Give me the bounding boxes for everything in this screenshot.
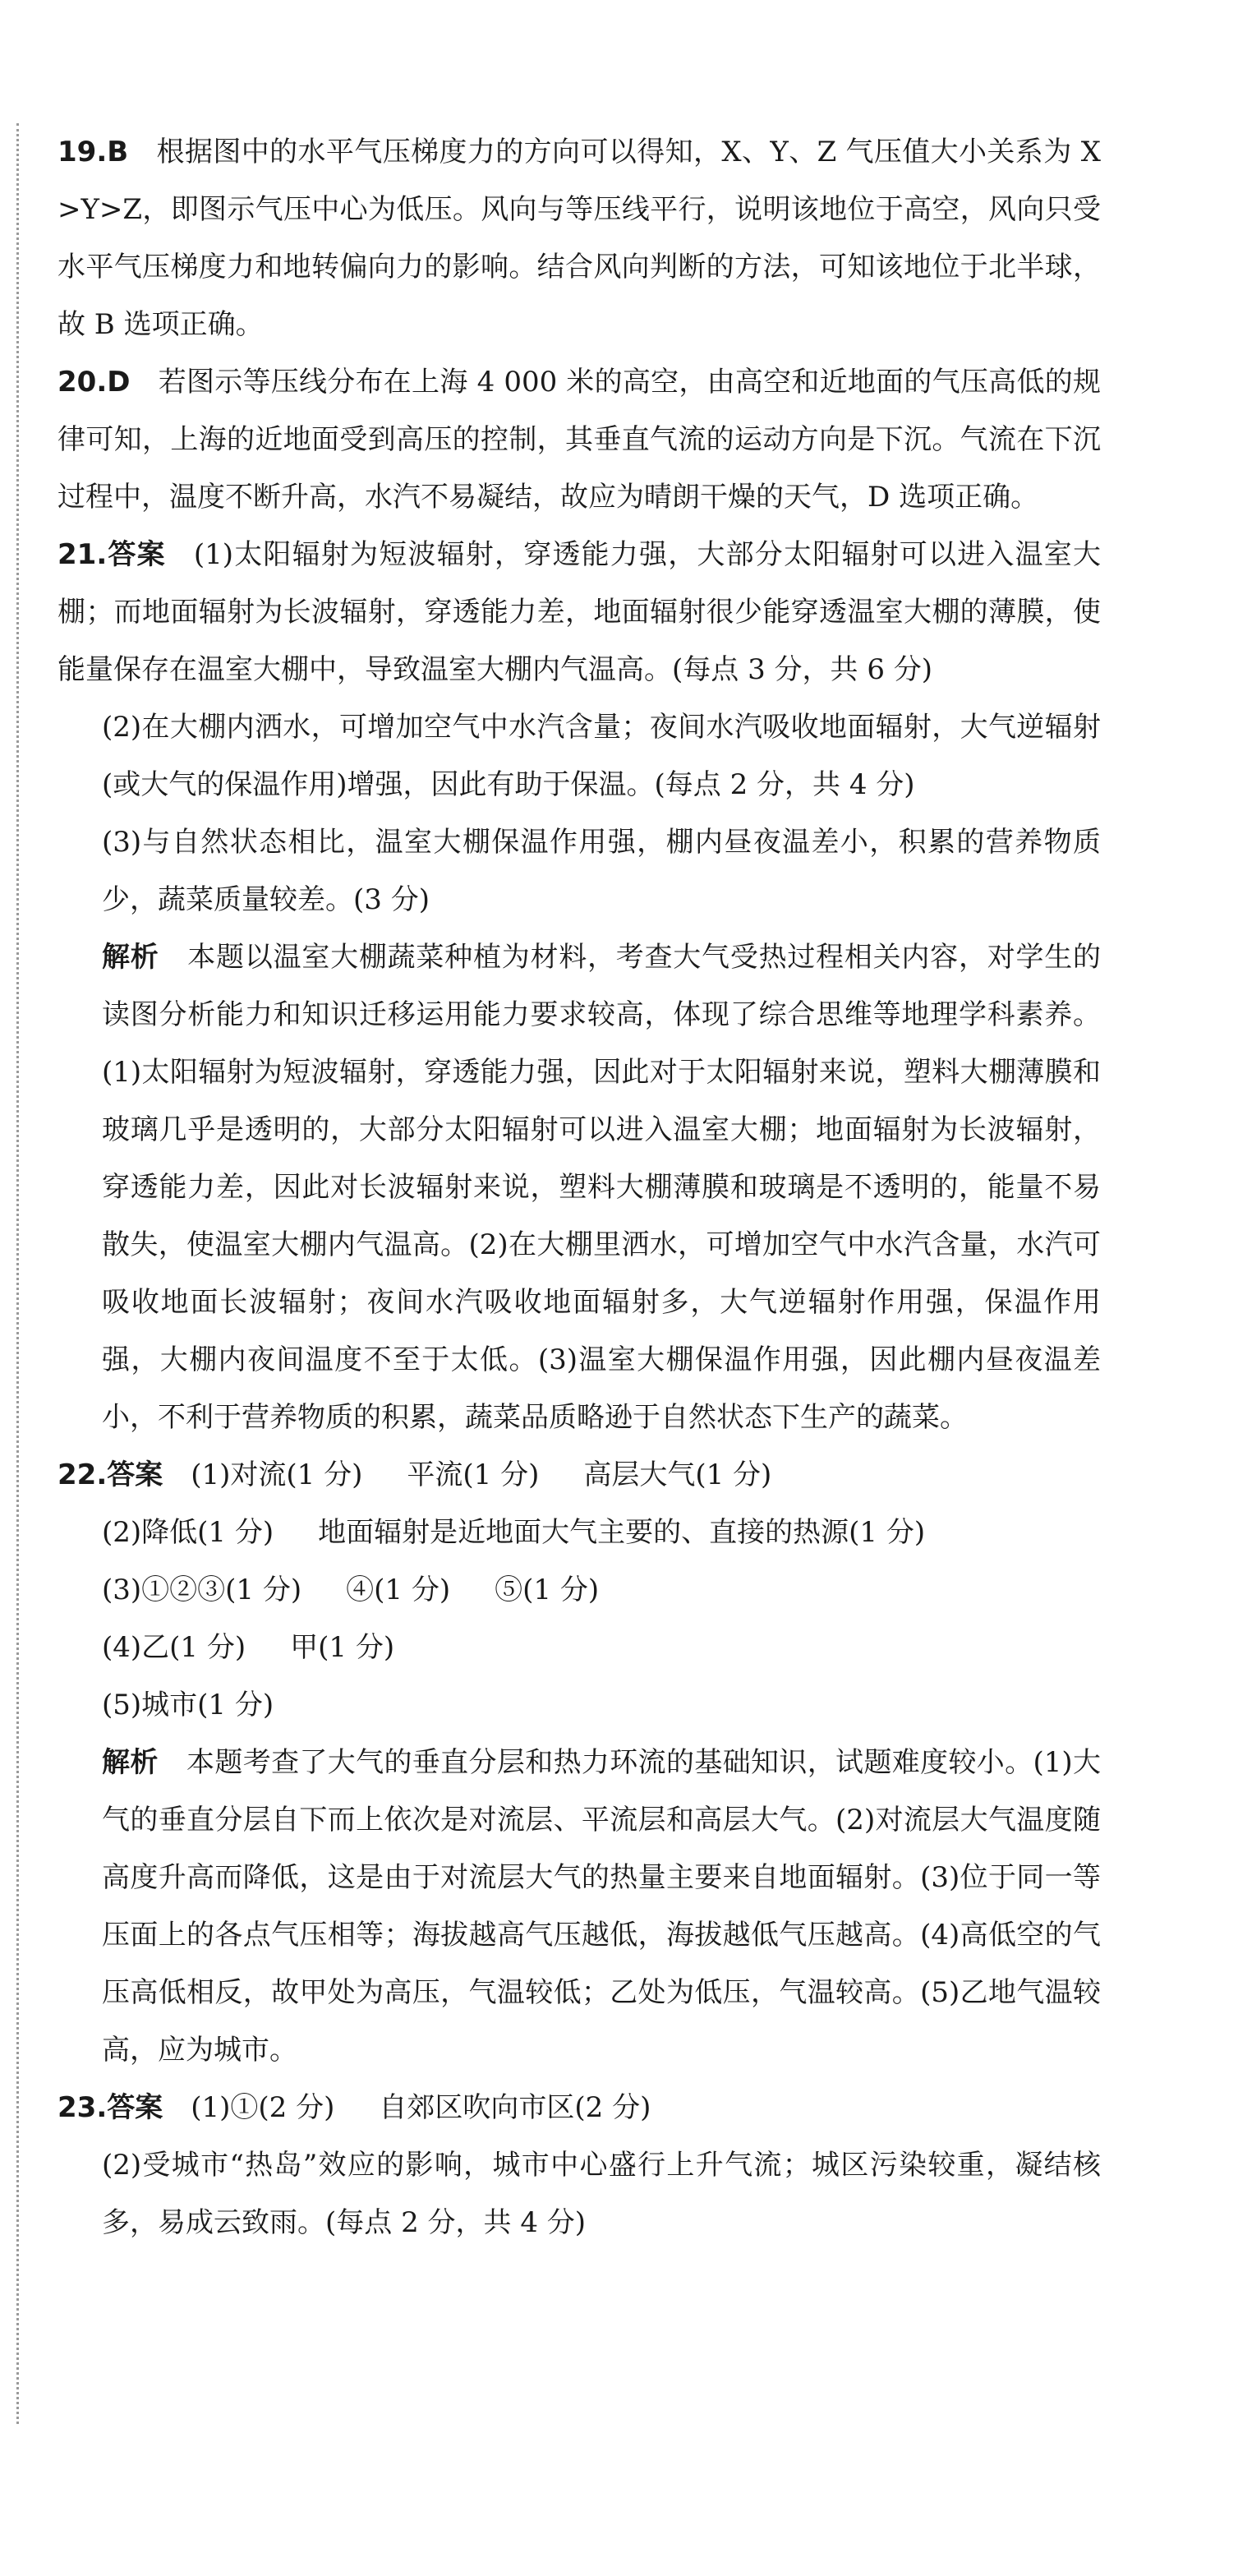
q22-a2-part-1: (2)降低(1 分)	[102, 1516, 274, 1549]
q22-a1-part-3: 高层大气(1 分)	[583, 1459, 772, 1491]
q21-analysis	[58, 929, 1101, 1446]
q22-a3-part-3: ⑤(1 分)	[495, 1574, 600, 1606]
q23-answer-2-text: (2)受城市“热岛”效应的影响，城市中心盛行上升气流；城区污染较重，凝结核多，易成云致雨。(每点 2 分，共 4 分)	[102, 2149, 1101, 2239]
q22-a4-part-2: 甲(1 分)	[290, 1631, 395, 1664]
q20-number: 20.D	[58, 366, 131, 399]
q20-paragraph	[58, 353, 1101, 526]
q21-answer-1-text: (1)太阳辐射为短波辐射，穿透能力强，大部分太阳辐射可以进入温室大棚；而地面辐射为长波辐射，穿透能力差，地面辐射很少能穿透温室大棚的薄膜，使能量保存在温室大棚中，导致温室大棚内气温高。(每点 3 分，共 6 分)	[58, 538, 1101, 686]
q22-a3-part-2: ④(1 分)	[346, 1574, 451, 1606]
q22-analysis	[58, 1734, 1101, 2079]
q21-answer-1	[58, 526, 1101, 698]
q19-paragraph	[58, 123, 1101, 353]
q21-answer-3	[58, 813, 1101, 929]
q22-number: 22.	[58, 1459, 108, 1491]
q22-answer-3	[58, 1561, 1101, 1619]
q22-answer-tag: 答案	[107, 1459, 163, 1491]
q22-a1-part-2: 平流(1 分)	[407, 1459, 540, 1491]
q22-answer-5	[58, 1676, 1101, 1734]
q23-answer-2	[58, 2136, 1101, 2251]
margin-dotted-line	[16, 123, 19, 2424]
q23-a1-part-1: (1)①(2 分)	[191, 2091, 335, 2124]
q22-answer-1	[58, 1446, 1101, 1504]
q22-a3-part-1: (3)①②③(1 分)	[102, 1574, 302, 1606]
q22-analysis-tag: 解析	[102, 1746, 159, 1779]
q21-answer-3-text: (3)与自然状态相比，温室大棚保温作用强，棚内昼夜温差小，积累的营养物质少，蔬菜质量较差。(3 分)	[102, 826, 1101, 916]
q22-answer-4	[58, 1619, 1101, 1676]
q22-a4-part-1: (4)乙(1 分)	[102, 1631, 246, 1664]
q21-analysis-text: 本题以温室大棚蔬菜种植为材料，考查大气受热过程相关内容，对学生的读图分析能力和知识迁移运用能力要求较高，体现了综合思维等地理学科素养。(1)太阳辐射为短波辐射，穿透能力强，因此对于太阳辐射来说，塑料大棚薄膜和玻璃几乎是透明的，大部分太阳辐射可以进入温室大棚；地面辐射为长波辐射，穿透能力差，因此对长波辐射来说，塑料大棚薄膜和玻璃是不透明的，能量不易散失，使温室大棚内气温高。(2)在大棚里洒水，可增加空气中水汽含量，水汽可吸收地面长波辐射；夜间水汽吸收地面辐射多，大气逆辐射作用强，保温作用强，大棚内夜间温度不至于太低。(3)温室大棚保温作用强，因此棚内昼夜温差小，不利于营养物质的积累，蔬菜品质略逊于自然状态下生产的蔬菜。	[102, 941, 1101, 1434]
q23-answer-1	[58, 2079, 1101, 2136]
q22-answer-5-text: (5)城市(1 分)	[102, 1689, 274, 1721]
q21-answer-2-text: (2)在大棚内洒水，可增加空气中水汽含量；夜间水汽吸收地面辐射，大气逆辐射(或大气的保温作用)增强，因此有助于保温。(每点 2 分，共 4 分)	[102, 711, 1101, 801]
q19-number: 19.B	[58, 136, 129, 168]
q21-answer-tag: 答案	[107, 538, 166, 571]
q22-analysis-text: 本题考查了大气的垂直分层和热力环流的基础知识，试题难度较小。(1)大气的垂直分层自下而上依次是对流层、平流层和高层大气。(2)对流层大气温度随高度升高而降低，这是由于对流层大气的热量主要来自地面辐射。(3)位于同一等压面上的各点气压相等；海拔越高气压越低，海拔越低气压越高。(4)高低空的气压高低相反，故甲处为高压，气温较低；乙处为低压，气温较高。(5)乙地气温较高，应为城市。	[102, 1746, 1101, 2067]
q21-number: 21.	[58, 538, 108, 571]
q23-a1-part-2: 自郊区吹向市区(2 分)	[379, 2091, 651, 2124]
q21-analysis-tag: 解析	[102, 941, 159, 974]
q23-answer-tag: 答案	[107, 2091, 163, 2124]
q22-answer-2	[58, 1504, 1101, 1561]
q19-text: 根据图中的水平气压梯度力的方向可以得知，X、Y、Z 气压值大小关系为 X>Y>Z，即图示气压中心为低压。风向与等压线平行，说明该地位于高空，风向只受水平气压梯度力和地转偏向力的影响。结合风向判断的方法，可知该地位于北半球，故 B 选项正确。	[58, 136, 1101, 341]
q21-answer-2	[58, 698, 1101, 813]
q23-number: 23.	[58, 2091, 108, 2124]
q20-text: 若图示等压线分布在上海 4 000 米的高空，由高空和近地面的气压高低的规律可知，上海的近地面受到高压的控制，其垂直气流的运动方向是下沉。气流在下沉过程中，温度不断升高，水汽不易凝结，故应为晴朗干燥的天气，D 选项正确。	[58, 366, 1101, 514]
answer-page	[58, 123, 1101, 2251]
q22-a2-part-2: 地面辐射是近地面大气主要的、直接的热源(1 分)	[318, 1516, 926, 1549]
q22-a1-part-1: (1)对流(1 分)	[191, 1459, 363, 1491]
